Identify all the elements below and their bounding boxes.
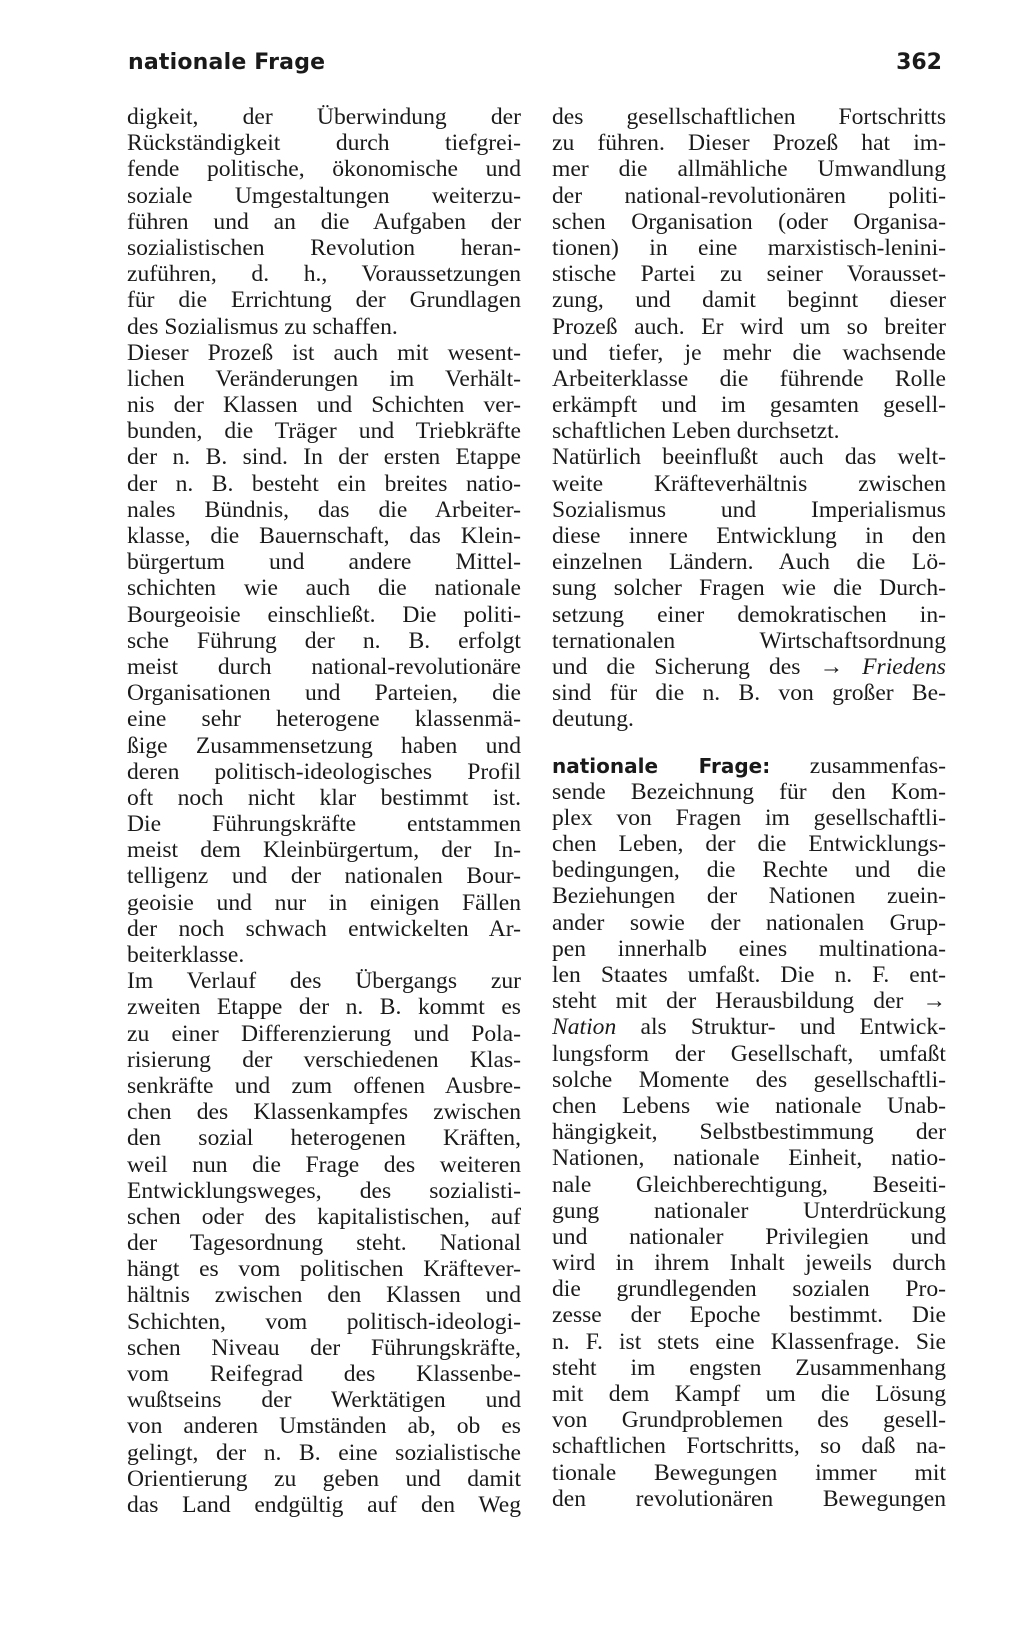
text-line: das Land endgültig auf den Weg [127,1491,521,1518]
text-line: ander sowie der nationalen Grup- [552,909,946,936]
text-line: bürgertum und andere Mittel- [127,549,521,576]
text-line: der noch schwach entwickelten Ar- [127,915,521,942]
text-fragment: und die Sicherung des → [552,653,863,680]
text-line: des gesellschaftlichen Fortschritts [552,104,946,130]
text-line: schaftlichen Leben durchsetzt. [552,418,840,445]
text-line: vom Reifegrad des Klassenbe- [127,1361,521,1387]
text-fragment: zusammenfas- [770,752,946,779]
text-line: Im Verlauf des Übergangs zur [127,968,521,995]
text-line: zuführen, d. h., Voraussetzungen [127,261,521,288]
text-line: wußtseins der Werktätigen und [127,1387,521,1414]
text-line: Orientierung zu geben und damit [127,1465,521,1492]
text-line: Sozialismus und Imperialismus [552,496,946,523]
left-column [127,104,521,1518]
right-column [552,104,946,1512]
text-line: hängt es vom politischen Kräftever- [127,1256,521,1283]
text-line: klasse, die Bauernschaft, das Klein- [127,523,521,549]
text-line: von Grundproblemen des gesell- [552,1407,946,1434]
text-line: zu einer Differenzierung und Pola- [127,1020,521,1047]
text-line: Organisationen und Parteien, die [127,680,521,707]
text-line: beiterklasse. [127,942,245,968]
text-line: nale Gleichberechtigung, Beseiti- [552,1171,946,1198]
text-line: digkeit, der Überwindung der [127,104,521,130]
text-line: der n. B. sind. In der ersten Etappe [127,444,521,471]
text-line: ternationalen Wirtschaftsordnung [552,627,946,654]
text-line: oft noch nicht klar bestimmt ist. [127,784,521,811]
text-line: gelingt, der n. B. eine sozialistische [127,1439,521,1466]
text-line-friedens [552,654,946,680]
text-line: für die Errichtung der Grundlagen [127,287,521,314]
text-line: Rückständigkeit durch tiefgrei- [127,130,521,157]
entry-keyword: nationale Frage: [552,753,771,778]
text-line: chen des Klassenkampfes zwischen [127,1099,521,1126]
text-line: gung nationaler Unterdrückung [552,1197,946,1224]
text-fragment: als Struktur- und Entwick- [616,1014,946,1041]
text-line: fende politische, ökonomische und [127,156,521,183]
text-line: führen und an die Aufgaben der [127,208,521,235]
text-line: Natürlich beeinflußt auch das welt- [552,444,946,471]
text-line: schichten wie auch die nationale [127,575,521,602]
text-line: eine sehr heterogene klassenmä- [127,706,521,733]
text-line: erkämpft und im gesamten gesell- [552,392,946,419]
text-line: plex von Fragen im gesellschaftli- [552,804,946,831]
running-head-title: nationale Frage [128,50,326,75]
text-line: steht im engsten Zusammenhang [552,1354,946,1381]
text-line: hältnis zwischen den Klassen und [127,1282,521,1309]
text-line: sind für die n. B. von großer Be- [552,680,946,707]
text-line: pen innerhalb eines multinationa- [552,935,946,962]
text-line: lichen Veränderungen im Verhält- [127,365,521,392]
text-line: den revolutionären Bewegungen [552,1485,946,1512]
text-line: setzung einer demokratischen in- [552,601,946,628]
text-line: solche Momente des gesellschaftli- [552,1066,946,1093]
text-line: des Sozialismus zu schaffen. [127,313,398,340]
text-line: risierung der verschiedenen Klas- [127,1046,521,1073]
text-line: telligenz und der nationalen Bour- [127,863,521,890]
cross-reference-nation: Nation [552,1014,617,1041]
text-line: deren politisch-ideologisches Profil [127,758,521,785]
text-line: nis der Klassen und Schichten ver- [127,392,521,419]
text-line: Prozeß auch. Er wird um so breiter [552,313,946,340]
text-line: lungsform der Gesellschaft, umfaßt [552,1040,946,1067]
text-line: Die Führungskräfte entstammen [127,811,521,838]
text-line: steht mit der Herausbildung der → [552,988,946,1015]
text-line: diese innere Entwicklung in den [552,523,946,549]
text-line: deutung. [552,706,634,733]
text-line: der national-revolutionären politi- [552,182,946,209]
text-line: bunden, die Träger und Triebkräfte [127,418,521,445]
text-line: n. F. ist stets eine Klassenfrage. Sie [552,1328,946,1355]
text-line: chen Leben, der die Entwicklungs- [552,831,946,858]
text-line: einzelnen Ländern. Auch die Lö- [552,549,946,576]
text-line: weite Kräfteverhältnis zwischen [552,470,946,497]
text-line: weil nun die Frage des weiteren [127,1151,521,1178]
text-line: Beziehungen der Nationen zuein- [552,883,946,910]
text-line: meist durch national-revolutionäre [127,653,521,680]
text-line: len Staates umfaßt. Die n. F. ent- [552,962,946,988]
text-line: und nationaler Privilegien und [552,1223,946,1250]
text-line: geoisie und nur in einigen Fällen [127,889,521,916]
entry-heading-line [552,753,946,779]
text-line: zesse der Epoche bestimmt. Die [552,1302,946,1329]
text-line: Entwicklungsweges, des sozialisti- [127,1177,521,1204]
text-line: senkräfte und zum offenen Ausbre- [127,1072,521,1099]
text-line: der Tagesordnung steht. National [127,1230,521,1257]
text-line: schaftlichen Fortschritts, so daß na- [552,1433,946,1460]
text-line: der n. B. besteht ein breites natio- [127,470,521,497]
text-line: Dieser Prozeß ist auch mit wesent- [127,339,521,366]
running-head [128,50,942,84]
text-line: die grundlegenden sozialen Pro- [552,1276,946,1303]
text-line: Nationen, nationale Einheit, natio- [552,1145,946,1172]
text-line: sung solcher Fragen wie die Durch- [552,575,946,602]
text-line: wird in ihrem Inhalt jeweils durch [552,1250,946,1277]
text-line-nation [552,1014,946,1040]
text-line: tionen) in eine marxistisch-lenini- [552,234,946,261]
text-line: sende Bezeichnung für den Kom- [552,778,946,805]
text-line: schen Niveau der Führungskräfte, [127,1334,521,1361]
text-line: hängigkeit, Selbstbestimmung der [552,1119,946,1146]
text-line: den sozial heterogenen Kräften, [127,1125,521,1152]
text-line: chen Lebens wie nationale Unab- [552,1092,946,1119]
text-line: meist dem Kleinbürgertum, der In- [127,837,521,864]
text-line: soziale Umgestaltungen weiterzu- [127,182,521,209]
text-line: tionale Bewegungen immer mit [552,1459,946,1486]
text-line: sche Führung der n. B. erfolgt [127,627,521,654]
text-line: bedingungen, die Rechte und die [552,857,946,884]
text-line: mit dem Kampf um die Lösung [552,1381,946,1407]
text-line: von anderen Umständen ab, ob es [127,1413,521,1440]
text-line: zweiten Etappe der n. B. kommt es [127,994,521,1021]
cross-reference-friedens: Friedens [862,653,946,680]
text-line: sozialistischen Revolution heran- [127,234,521,261]
text-line: schen Organisation (oder Organisa- [552,208,946,235]
text-line: Bourgeoisie einschließt. Die politi- [127,601,521,628]
page-number: 362 [896,50,942,75]
text-line: Arbeiterklasse die führende Rolle [552,365,946,392]
text-line: ßige Zusammensetzung haben und [127,732,521,759]
text-line: nales Bündnis, das die Arbeiter- [127,496,521,523]
text-line: zu führen. Dieser Prozeß hat im- [552,130,946,157]
text-line: schen oder des kapitalistischen, auf [127,1203,521,1230]
text-line: Schichten, vom politisch-ideologi- [127,1308,521,1335]
text-line: zung, und damit beginnt dieser [552,287,946,314]
text-line: mer die allmähliche Umwandlung [552,156,946,183]
text-line: stische Partei zu seiner Vorausset- [552,261,946,288]
text-line: und tiefer, je mehr die wachsende [552,339,946,366]
